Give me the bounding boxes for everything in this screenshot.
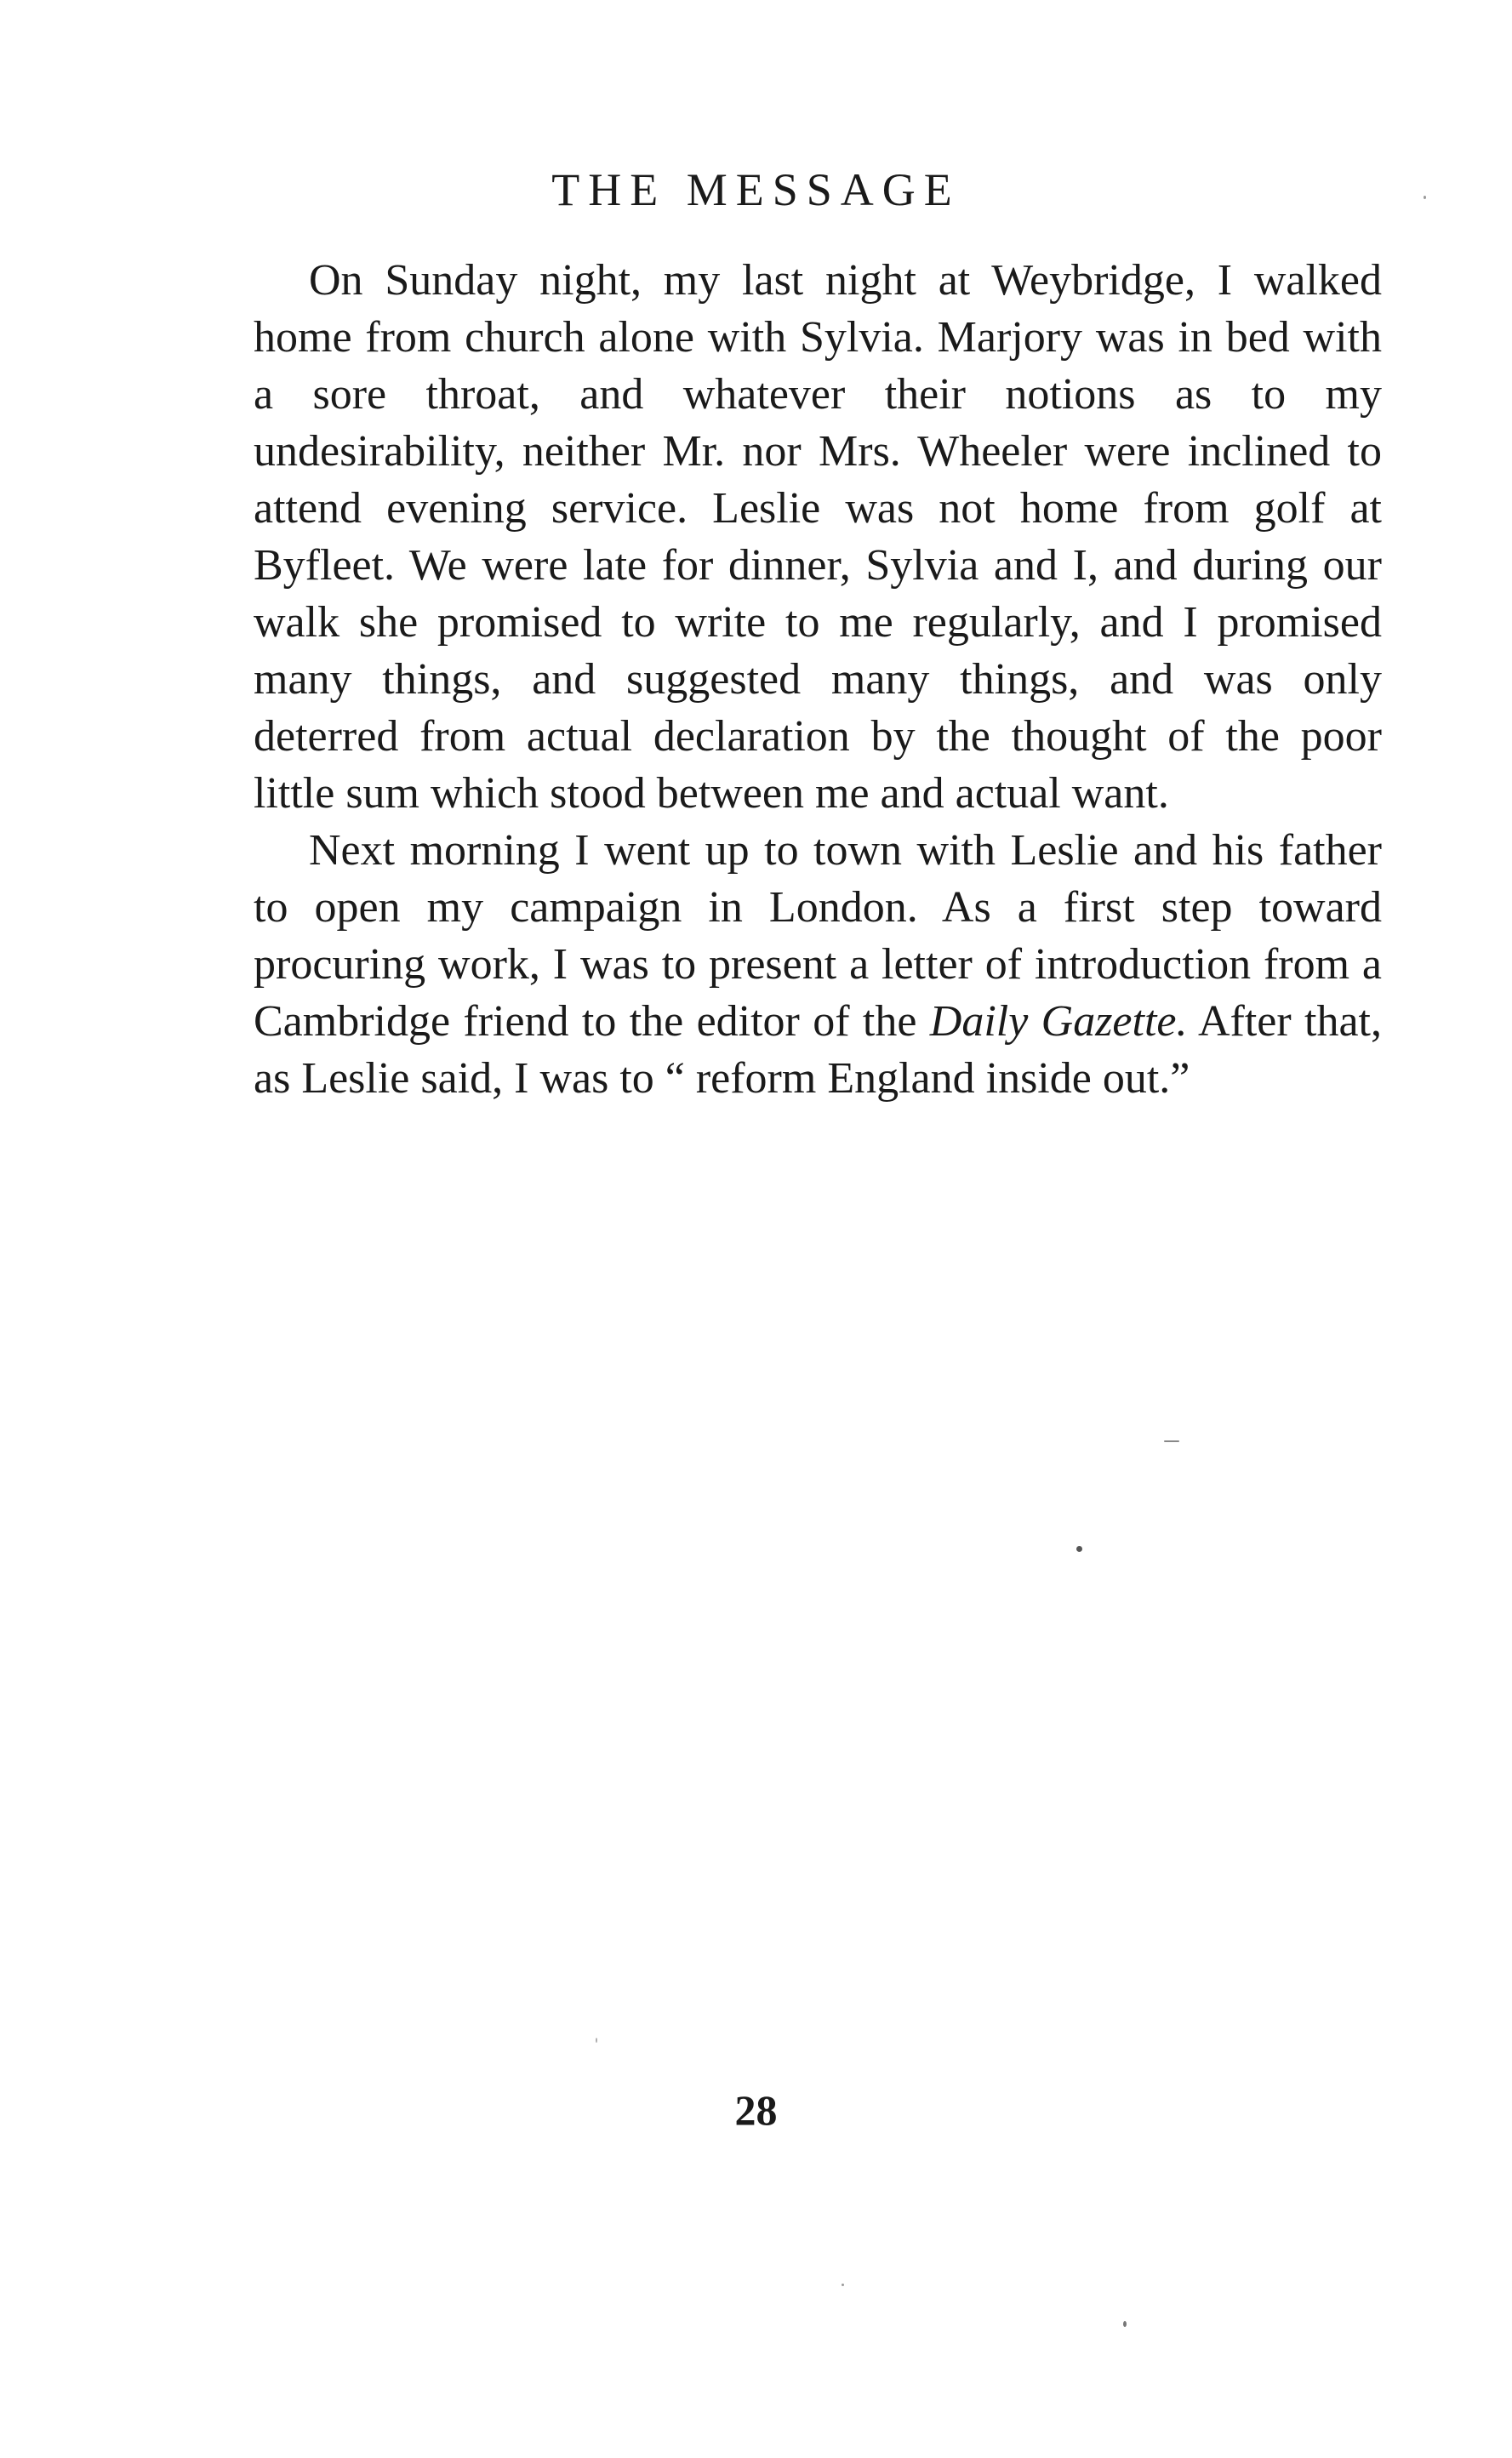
paragraph-2 [254, 822, 1382, 1107]
page-number: 28 [734, 2086, 778, 2134]
newspaper-title: Daily Gazette. [929, 997, 1188, 1046]
paragraph-2-text-after: After that, as Leslie said, I was to “ reform England inside out.” [254, 997, 1382, 1103]
scan-speck [596, 2038, 597, 2043]
scan-speck [1076, 1546, 1082, 1552]
scan-speck [1123, 2321, 1127, 2327]
paragraph-1: On Sunday night, my last night at Weybridge, I walked home from church alone with Sylvia. Marjory was in bed with a sore throat, and whatever their notions as to my undesirability, neither Mr. nor Mrs. Wheeler were inclined to attend evening service. Leslie was not home from golf at Byfleet. We were late for dinner, Sylvia and I, and during our walk she promised to write to me regularly, and I promised many things, and suggested many things, and was only deterred from actual declaration by the thought of the poor little sum which stood between me and actual want. [254, 256, 1382, 818]
scan-speck [842, 2284, 844, 2286]
running-head: THE MESSAGE [551, 164, 961, 215]
body-text [254, 252, 1382, 1107]
scan-speck [1424, 196, 1426, 199]
scan-speck [1164, 1440, 1179, 1442]
paragraph-2-text-before: Next morning I went up to town with Leslie and his father to open my campaign in London. As a first step toward procuring work, I was to present a letter of introduction from a Cambridge friend to the editor of the [254, 826, 1382, 1046]
